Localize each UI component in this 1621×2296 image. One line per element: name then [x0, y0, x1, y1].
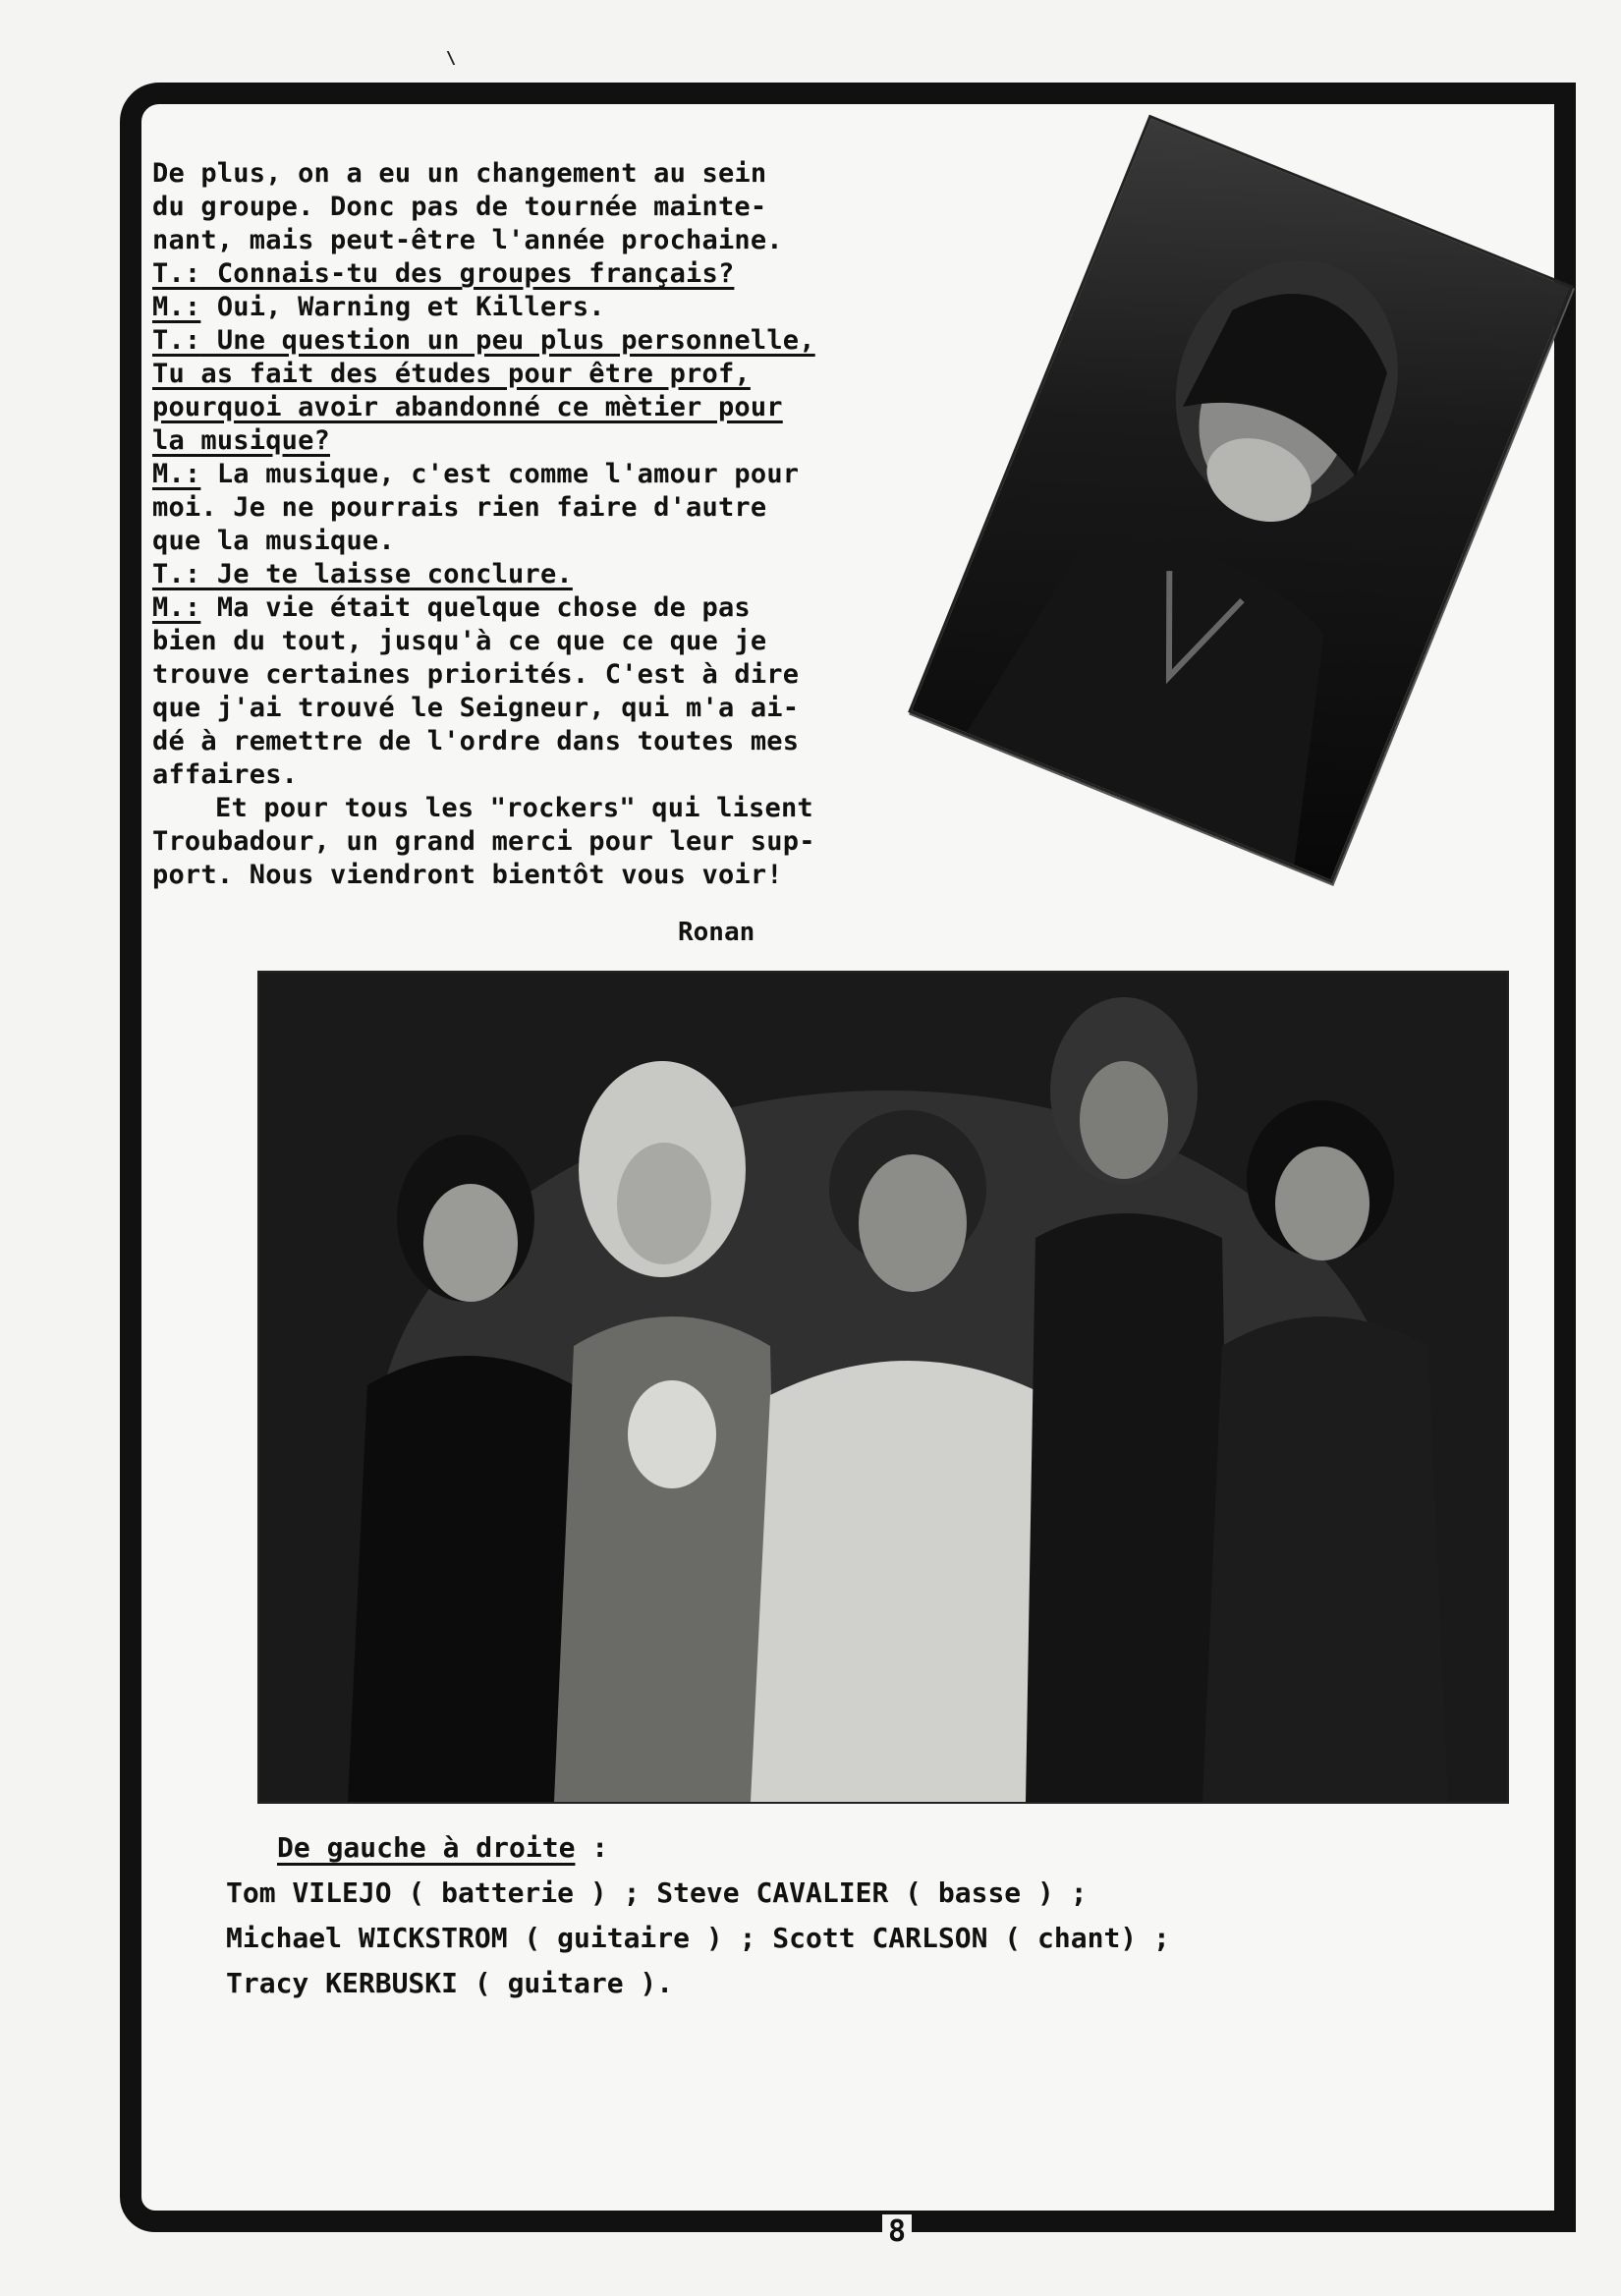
band-photo	[257, 971, 1509, 1804]
interview-question	[152, 558, 899, 591]
interview-closing	[152, 792, 899, 892]
author-signature: Ronan	[678, 918, 755, 947]
caption-title-suffix: :	[575, 1831, 609, 1864]
caption-line: Tracy KERBUSKI ( guitare ).	[226, 1967, 674, 1999]
page-number: 8	[882, 2214, 912, 2249]
interview-question	[152, 324, 899, 458]
speaker-label: T.:	[152, 559, 201, 589]
speaker-label: T.:	[152, 258, 201, 289]
answer-text: Ma vie était quelque chose de pas bien du tout, jusqu'à ce que ce que je trouve certaines priorités. C'est à dire que j'ai trouvé le Seigneur, qui m'a ai- dé à remettre de l'ordre dans toutes mes affaires.	[152, 592, 800, 790]
photo-caption	[226, 1825, 1170, 2006]
band-figures	[259, 973, 1507, 1802]
interview-answer	[152, 291, 899, 324]
caption-line: Michael WICKSTROM ( guitaire ) ; Scott CARLSON ( chant) ;	[226, 1922, 1170, 1954]
paragraph-text: De plus, on a eu un changement au sein du groupe. Donc pas de tournée mainte- nant, mais peut-être l'année prochaine.	[152, 158, 783, 255]
question-text: Connais-tu des groupes français?	[200, 258, 735, 289]
interview-paragraph-intro	[152, 157, 899, 257]
caption-line: Tom VILEJO ( batterie ) ; Steve CAVALIER ( basse ) ;	[226, 1876, 1088, 1909]
interview-text	[152, 157, 899, 892]
interview-question	[152, 257, 899, 291]
scan-mark	[447, 51, 464, 65]
answer-text: La musique, c'est comme l'amour pour moi. Je ne pourrais rien faire d'autre que la musique.	[152, 459, 800, 556]
speaker-label: M.:	[152, 592, 201, 623]
caption-title: De gauche à droite	[277, 1831, 576, 1864]
interview-answer	[152, 458, 899, 558]
closing-text: Et pour tous les "rockers" qui lisent Troubadour, un grand merci pour leur sup- port. Nous viendront bientôt vous voir!	[152, 793, 815, 890]
caption-heading	[226, 1825, 1170, 1871]
question-text: Une question un peu plus personnelle, Tu as fait des études pour être prof, pourquoi avoir abandonné ce mètier pour la musique?	[152, 325, 815, 456]
question-text: Je te laisse conclure.	[200, 559, 573, 589]
speaker-label: T.:	[152, 325, 201, 356]
speaker-label: M.:	[152, 292, 201, 322]
answer-text: Oui, Warning et Killers.	[200, 292, 605, 322]
interview-answer	[152, 591, 899, 792]
speaker-label: M.:	[152, 459, 201, 489]
